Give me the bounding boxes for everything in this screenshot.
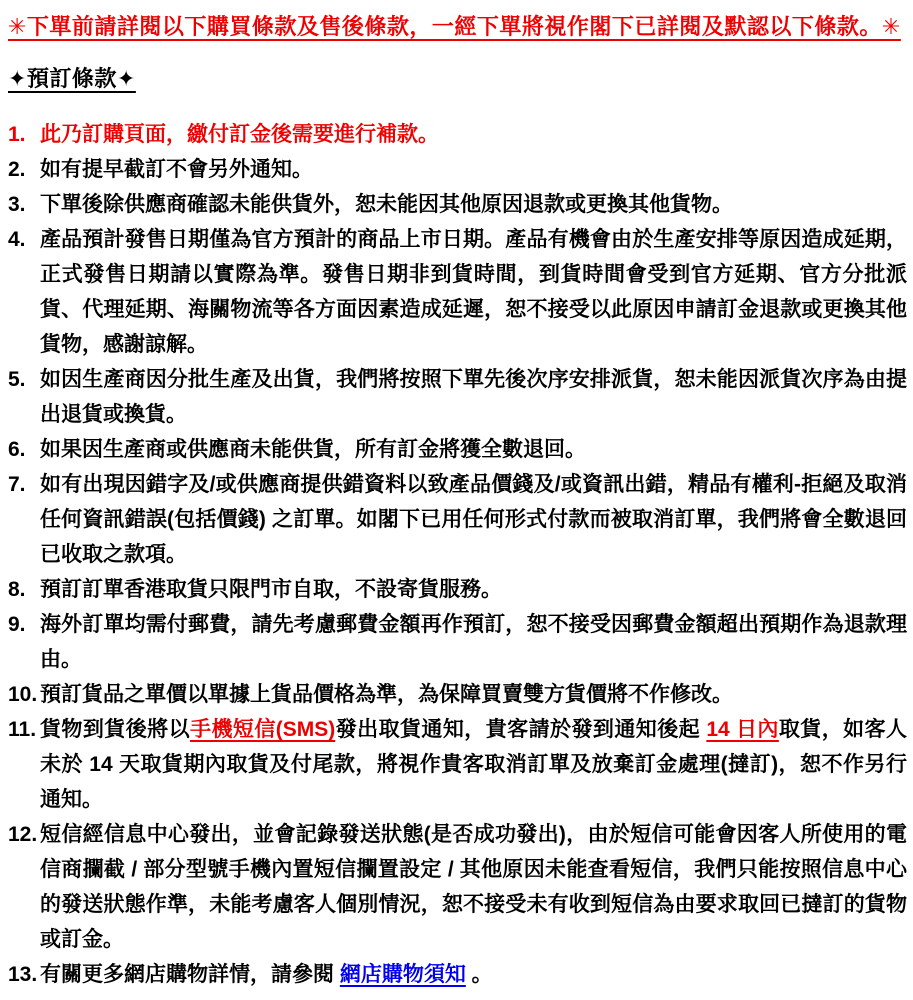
term-item	[6, 677, 907, 712]
term-segment: 產品預計發售日期僅為官方預計的商品上市日期。產品有機會由於生產安排等原因造成延期，正式發售日期請以實際為準。發售日期非到貨時間，到貨時間會受到官方延期、官方分批派貨、代理延期、海關物流等各方面因素造成延遲，恕不接受以此原因申請訂金退款或更換其他貨物，感謝諒解。	[40, 228, 907, 356]
term-segment: 發出取貨通知，貴客請於發到通知後起	[335, 718, 707, 741]
term-segment: 。	[465, 963, 493, 986]
term-text	[40, 957, 907, 992]
term-segment: 取貨，如客人未於 14 天取貨期內取貨及付尾款，將視作貴客取消訂單及放棄訂金處理(撻訂)，恕不作另行通知。	[40, 718, 907, 811]
preorder-terms-heading	[8, 65, 907, 93]
term-item	[6, 152, 907, 187]
term-text	[40, 187, 907, 222]
term-number: 8.	[8, 578, 26, 601]
term-segment: 海外訂單均需付郵費，請先考慮郵費金額再作預訂，恕不接受因郵費金額超出預期作為退款理由。	[40, 613, 907, 671]
term-number: 11.	[8, 718, 37, 741]
term-segment: 如果因生產商或供應商未能供貨，所有訂金將獲全數退回。	[40, 438, 586, 461]
highlighted-red-text: 14 日內	[706, 718, 779, 741]
term-text	[40, 572, 907, 607]
term-item	[6, 117, 907, 152]
term-item	[6, 187, 907, 222]
term-text	[40, 607, 907, 677]
purchase-notice-text: ✳下單前請詳閱以下購買條款及售後條款，一經下單將視作閣下已詳閱及默認以下條款。✳	[8, 14, 901, 39]
term-number: 9.	[8, 613, 26, 636]
term-item	[6, 467, 907, 572]
term-text	[40, 432, 907, 467]
term-number: 7.	[8, 473, 26, 496]
term-text	[40, 677, 907, 712]
shop-guide-link[interactable]: 網店購物須知	[339, 963, 466, 986]
term-segment: 如有出現因錯字及/或供應商提供錯資料以致產品價錢及/或資訊出錯，精品有權利-拒絕及取消任何資訊錯誤(包括價錢) 之訂單。如閣下已用任何形式付款而被取消訂單，我們將會全數退回已收取之款項。	[40, 473, 907, 566]
term-segment: 此乃訂購頁面，繳付訂金後需要進行補款。	[40, 123, 439, 146]
term-number: 2.	[8, 158, 26, 181]
term-segment: 預訂貨品之單價以單據上貨品價格為準，為保障買賣雙方貨價將不作修改。	[40, 683, 733, 706]
term-text	[40, 222, 907, 362]
term-item	[6, 362, 907, 432]
term-number: 4.	[8, 228, 26, 251]
term-number: 5.	[8, 368, 26, 391]
term-item	[6, 817, 907, 957]
term-segment: 短信經信息中心發出，並會記錄發送狀態(是否成功發出)，由於短信可能會因客人所使用的電信商攔截 / 部分型號手機內置短信攔置設定 / 其他原因未能查看短信，我們只能按照信息中心的發送狀態作準，未能考慮客人個別情況，恕不接受未有收到短信為由要求取回已撻訂的貨物或訂金。	[40, 823, 907, 951]
purchase-notice-heading	[8, 12, 907, 42]
term-number: 3.	[8, 193, 26, 216]
term-text	[40, 362, 907, 432]
term-number: 12.	[8, 823, 38, 846]
term-segment: 有關更多網店購物詳情，請參閱	[40, 963, 340, 986]
term-text	[40, 467, 907, 572]
term-text	[40, 152, 907, 187]
term-item	[6, 222, 907, 362]
term-item	[6, 712, 907, 817]
term-segment: 如因生產商因分批生產及出貨，我們將按照下單先後次序安排派貨，恕未能因派貨次序為由提出退貨或換貨。	[40, 368, 907, 426]
term-item	[6, 957, 907, 992]
term-segment: 如有提早截訂不會另外通知。	[40, 158, 313, 181]
term-number: 13.	[8, 963, 38, 986]
highlighted-red-text: 手機短信(SMS)	[190, 718, 336, 741]
terms-list	[6, 117, 907, 992]
term-text	[40, 712, 907, 817]
term-number: 10.	[8, 683, 38, 706]
term-number: 1.	[8, 123, 26, 146]
term-number: 6.	[8, 438, 26, 461]
term-item	[6, 432, 907, 467]
term-segment: 貨物到貨後將以	[40, 718, 191, 741]
term-text	[40, 817, 907, 957]
term-segment: 下單後除供應商確認未能供貨外，恕未能因其他原因退款或更換其他貨物。	[40, 193, 733, 216]
preorder-terms-text: ✦預訂條款✦	[8, 66, 136, 91]
term-segment: 預訂訂單香港取貨只限門市自取，不設寄貨服務。	[40, 578, 502, 601]
term-item	[6, 607, 907, 677]
term-text	[40, 117, 907, 152]
term-item	[6, 572, 907, 607]
